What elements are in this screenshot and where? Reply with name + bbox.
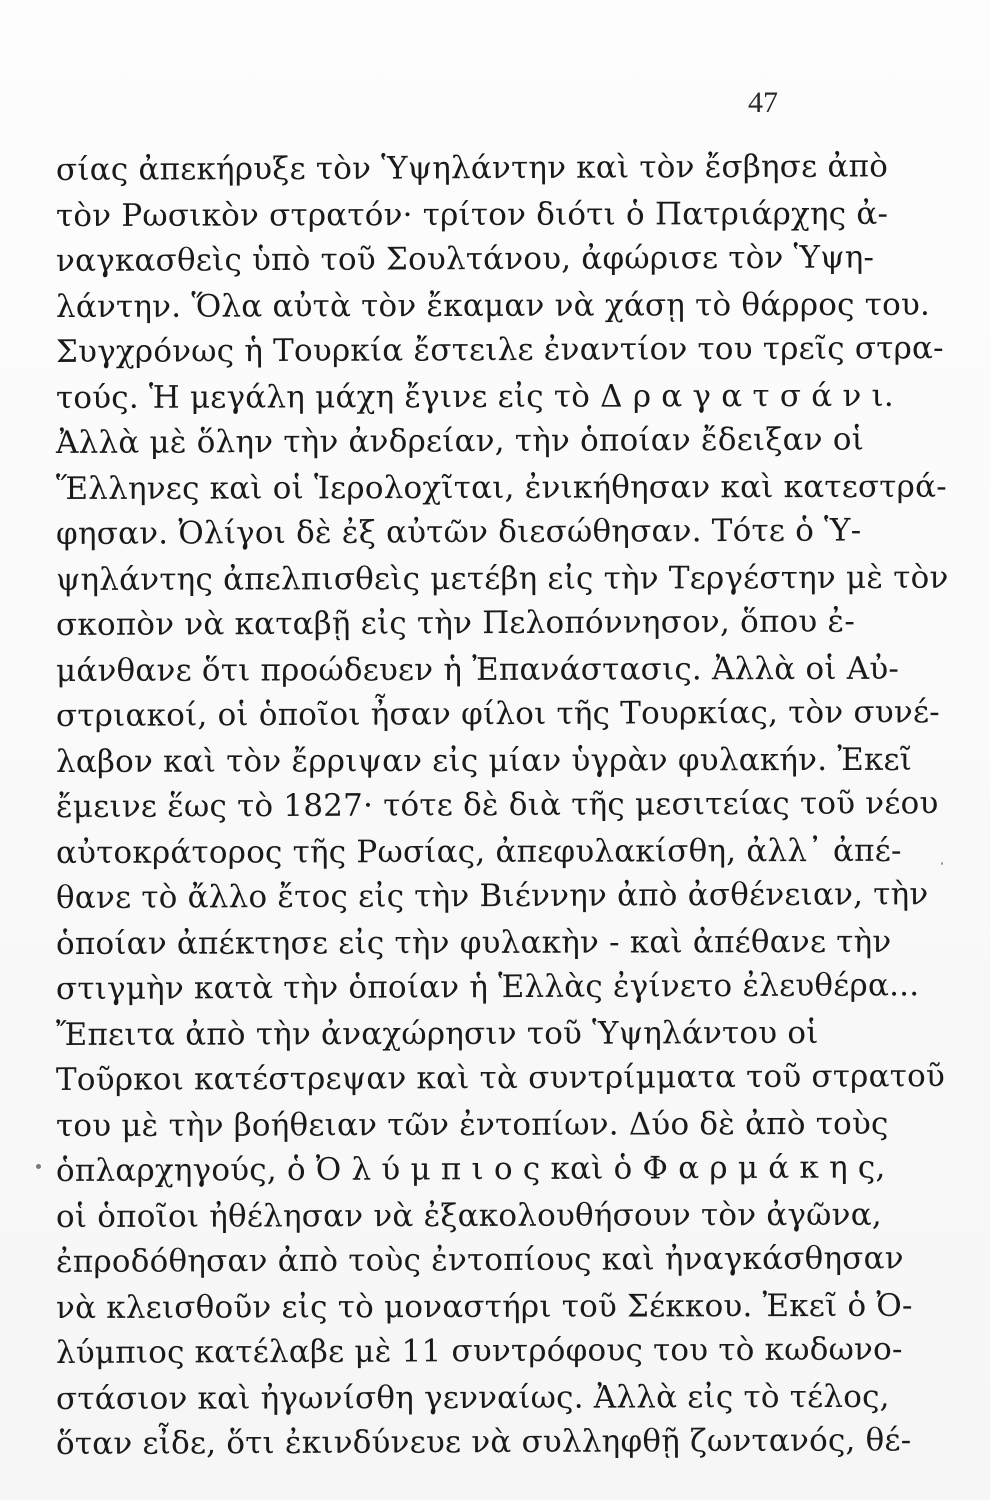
text-line: στιγμὴν κατὰ τὴν ὁποίαν ἡ Ἑλλὰς ἐγίνετο ἐλευθέρα... [55,967,920,1007]
text-line: θανε τὸ ἄλλο ἔτος εἰς τὴν Βιέννην ἀπὸ ἀσθένειαν, τὴν [55,876,929,916]
body-text [55,148,949,1468]
text-line: τούς. Ἡ μεγάλη μάχη ἔγινε εἰς τὸ Δ ρ α γ α τ σ ά ν ι. [55,377,894,416]
ink-speck [36,1164,41,1169]
text-line: ὅταν εἶδε, ὅτι ἐκινδύνευε νὰ συλληφθῇ ζωντανός, θέ- [55,1422,912,1462]
text-line: νὰ κλεισθοῦν εἰς τὸ μοναστήρι τοῦ Σέκκου. Ἐκεῖ ὁ Ὀ- [55,1287,913,1326]
text-line: ναγκασθεὶς ὑπὸ τοῦ Σουλτάνου, ἀφώρισε τὸν Ὑψη- [55,239,875,279]
text-line: τὸν Ρωσικὸν στρατόν· τρίτον διότι ὁ Πατριάρχης ἀ- [55,195,889,234]
text-line: λάντην. Ὅλα αὐτὰ τὸν ἔκαμαν νὰ χάσῃ τὸ θάρρος του. [55,286,931,325]
text-line: φησαν. Ὀλίγοι δὲ ἐξ αὐτῶν διεσώθησαν. Τότε ὁ Ὑ- [55,512,862,552]
text-line: ὁπλαρχηγούς, ὁ Ὀ λ ύ μ π ι ο ς καὶ ὁ Φ α ρ μ ά κ η ς, [55,1149,886,1189]
text-line: ἔμεινε ἕως τὸ 1827· τότε δὲ διὰ τῆς μεσιτείας τοῦ νέου [55,785,939,825]
text-line: Συγχρόνως ἡ Τουρκία ἔστειλε ἐναντίον του τρεῖς στρα- [55,330,944,370]
text-line: σίας ἀπεκήρυξε τὸν Ὑψηλάντην καὶ τὸν ἔσβησε ἀπὸ [55,148,889,188]
text-line: του μὲ τὴν βοήθειαν τῶν ἐντοπίων. Δύο δὲ ἀπὸ τοὺς [55,1105,889,1144]
text-line: ὁποίαν ἀπέκτησε εἰς τὴν φυλακὴν - καὶ ἀπέθανε τὴν [55,923,892,962]
text-line: Ἀλλὰ μὲ ὅλην τὴν ἀνδρείαν, τὴν ὁποίαν ἔδειξαν οἱ [55,421,865,461]
text-line: Ἕλληνες καὶ οἱ Ἱερολοχῖται, ἐνικήθησαν καὶ κατεστρά- [55,468,947,507]
text-line: στάσιον καὶ ἠγωνίσθη γενναίως. Ἀλλὰ εἰς τὸ τέλος, [55,1378,890,1417]
text-line: οἱ ὁποῖοι ἠθέλησαν νὰ ἐξακολουθήσουν τὸν ἀγῶνα, [55,1196,882,1235]
text-line: σκοπὸν νὰ καταβῇ εἰς τὴν Πελοπόννησον, ὅπου ἐ- [55,603,856,643]
text-line: ἐπροδόθησαν ἀπὸ τοὺς ἐντοπίους καὶ ἠναγκάσθησαν [55,1240,904,1280]
text-line: στριακοί, οἱ ὁποῖοι ἦσαν φίλοι τῆς Τουρκίας, τὸν συνέ- [55,694,940,734]
text-line: Τοῦρκοι κατέστρεψαν καὶ τὰ συντρίμματα τοῦ στρατοῦ [55,1058,946,1098]
page-number: 47 [748,86,778,119]
text-line: Ἔπειτα ἀπὸ τὴν ἀναχώρησιν τοῦ Ὑψηλάντου οἱ [55,1014,819,1053]
ink-speck [941,862,943,865]
text-line: λύμπιος κατέλαβε μὲ 11 συντρόφους του τὸ κωδωνο- [55,1331,903,1371]
text-line: μάνθανε ὅτι προώδευεν ἡ Ἐπανάστασις. Ἀλλὰ οἱ Αὐ- [55,650,900,689]
text-line: αὐτοκράτορος τῆς Ρωσίας, ἀπεφυλακίσθη, ἀλλ᾽ ἀπέ- [55,832,902,871]
text-line: ψηλάντης ἀπελπισθεὶς μετέβη εἰς τὴν Τεργέστην μὲ τὸν [55,559,949,598]
text-line: λαβον καὶ τὸν ἔρριψαν εἰς μίαν ὑγρὰν φυλακήν. Ἐκεῖ [55,741,913,780]
